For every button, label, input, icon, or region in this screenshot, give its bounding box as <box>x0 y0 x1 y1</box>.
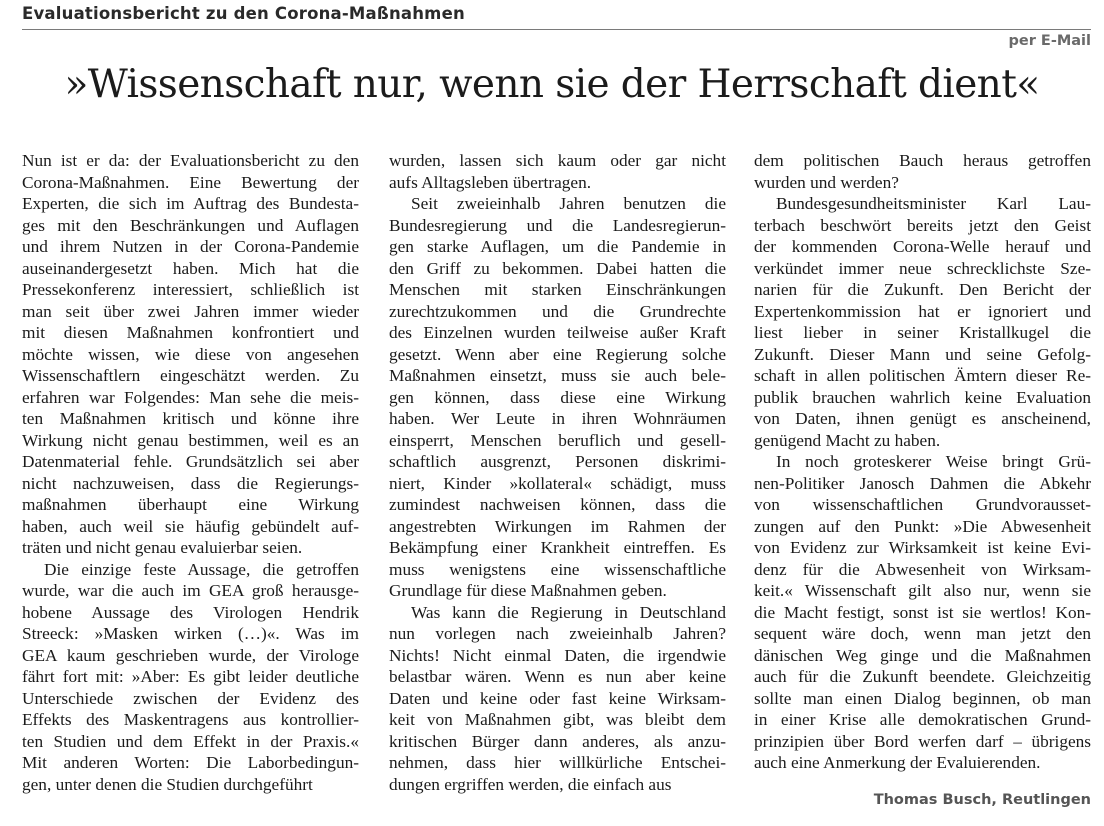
text-line: möchte wissen, wie diese von angesehen <box>22 344 359 364</box>
paragraph <box>389 602 726 796</box>
text-line: dem politischen Bauch heraus getroffen <box>754 151 1091 170</box>
text-line: aufs Alltagsleben übertragen. <box>389 172 592 192</box>
text-line: Wissenschaftlern eingeschätzt werden. Zu <box>22 366 359 385</box>
text-line: publik brauchen wahrlich keine Evaluation <box>754 387 1091 407</box>
text-line: denz für die Abwesenheit von Wirksam- <box>754 559 1091 579</box>
paragraph <box>754 193 1091 451</box>
text-line: fährt fort mit: »Aber: Es gibt leider deutliche <box>22 667 359 686</box>
text-line: sollte man einen Dialog beginnen, ob man <box>754 688 1091 708</box>
text-line: Nun ist er da: der Evaluationsbericht zu den <box>22 151 359 170</box>
text-line: nen-Politiker Janosch Dahmen die Abkehr <box>754 473 1091 493</box>
text-line: muss wenigstens eine wissenschaftliche <box>389 559 726 579</box>
text-line: keit.« Wissenschaft gilt also nur, wenn sie <box>754 581 1091 600</box>
text-line: wurden, lassen sich kaum oder gar nicht <box>389 151 726 170</box>
text-line: ten Maßnahmen kritisch und könne ihre <box>22 409 359 428</box>
text-column-1 <box>22 150 359 795</box>
paragraph <box>754 150 1091 193</box>
text-line: verkündet immer neue schrecklichste Sze- <box>754 258 1091 278</box>
paragraph <box>389 193 726 602</box>
text-line: terbach beschwört bereits jetzt den Geist <box>754 215 1091 235</box>
text-line: schaftlich ausgrenzt, Personen diskrimi- <box>389 452 726 471</box>
text-line: mit diesen Maßnahmen konfrontiert und <box>22 323 359 342</box>
text-line: man seit über zwei Jahren immer wieder <box>22 301 359 321</box>
text-line: Expertenkommission hat er ignoriert und <box>754 301 1091 321</box>
text-line: zumindest nachweisen können, dass die <box>389 495 726 514</box>
text-line: Effekts des Maskentragens aus kontrollier- <box>22 710 359 729</box>
text-line: Pressekonferenz interessiert, schließlich ist <box>22 280 359 299</box>
text-line: von Daten, ihnen genügt es anscheinend, <box>754 409 1091 428</box>
submission-channel: per E-Mail <box>1008 33 1091 49</box>
text-line: zungen auf den Punkt: »Die Abwesenheit <box>754 516 1091 536</box>
text-column-3 <box>754 150 1091 774</box>
paragraph <box>389 150 726 193</box>
text-line: nicht nachzuweisen, dass die Regierungs- <box>22 473 359 493</box>
text-line: erfahren war Folgendes: Man sehe die meis- <box>22 387 359 407</box>
text-line: Seit zweieinhalb Jahren benutzen die <box>411 194 726 213</box>
text-line: Maßnahmen einsetzt, muss sie auch bele- <box>389 366 726 385</box>
text-line: auch eine Anmerkung der Evaluierenden. <box>754 753 1041 772</box>
text-line: Datenmaterial fehle. Grundsätzlich sei aber <box>22 452 359 471</box>
text-line: maßnahmen überhaupt eine Wirkung <box>22 495 359 514</box>
text-line: Menschen mit starken Einschränkungen <box>389 280 726 299</box>
text-line: träten und nicht genau evaluierbar seien. <box>22 538 303 557</box>
text-line: auch für die Zukunft beendete. Gleichzeitig <box>754 667 1091 686</box>
headline: »Wissenschaft nur, wenn sie der Herrschaft dient« <box>64 62 1040 107</box>
text-line: gesetzt. Wenn aber eine Regierung solche <box>389 344 726 364</box>
text-line: haben, auch weil sie häufig gebündelt auf- <box>22 516 359 536</box>
text-line: auseinandergesetzt haben. Mich hat die <box>22 258 359 278</box>
text-line: keit von Maßnahmen gibt, was bleibt dem <box>389 710 726 729</box>
text-line: angestrebten Wirkungen im Rahmen der <box>389 516 726 536</box>
text-line: dungen ergriffen werden, die einfach aus <box>389 774 672 794</box>
paragraph <box>22 559 359 796</box>
text-line: Bundesgesundheitsminister Karl Lau- <box>776 194 1091 213</box>
text-line: die Macht festigt, sonst ist sie wertlos! Kon- <box>754 602 1091 622</box>
text-line: Grundlage für diese Maßnahmen geben. <box>389 581 667 600</box>
text-line: Experten, die sich im Auftrag des Bundesta- <box>22 194 359 213</box>
text-line: und ihrem Nutzen in der Corona-Pandemie <box>22 237 359 256</box>
text-line: Daten und keine oder fast keine Wirksam- <box>389 688 726 708</box>
text-line: ges mit den Beschränkungen und Auflagen <box>22 215 359 235</box>
text-line: der kommenden Corona-Welle herauf und <box>754 237 1091 256</box>
text-line: Mit anderen Worten: Die Laborbedingun- <box>22 753 359 772</box>
text-line: von Evidenz zur Wirksamkeit ist keine Evi- <box>754 538 1091 557</box>
text-line: dänischen Weg ginge und die Maßnahmen <box>754 645 1091 665</box>
text-line: genügend Macht zu haben. <box>754 430 941 450</box>
text-line: haben. Wer Leute in ihren Wohnräumen <box>389 409 726 428</box>
paragraph <box>754 451 1091 774</box>
text-line: Streeck: »Masken wirken (…)«. Was im <box>22 624 359 643</box>
text-line: niert, Kinder »kollateral« schädigt, muss <box>389 473 726 493</box>
text-line: einsperrt, Menschen beruflich und gesell- <box>389 430 726 450</box>
text-line: kritischen Bürger dann anderes, als anzu- <box>389 731 726 751</box>
text-line: Bekämpfung einer Krankheit eintreffen. Es <box>389 538 726 557</box>
text-line: Was kann die Regierung in Deutschland <box>411 602 726 622</box>
text-line: den Griff zu bekommen. Dabei hatten die <box>389 258 726 278</box>
text-line: nehmen, dass hier willkürliche Entschei- <box>389 753 726 772</box>
text-line: in einer Krise alle demokratischen Grund- <box>754 710 1091 729</box>
text-line: von wissenschaftlichen Grundvorausset- <box>754 495 1091 514</box>
letter-signature: Thomas Busch, Reutlingen <box>873 792 1091 808</box>
text-line: schaft in allen politischen Ämtern dieser Re- <box>754 366 1091 385</box>
text-line: gen können, dass diese eine Wirkung <box>389 387 726 407</box>
text-line: gen, unter denen die Studien durchgeführt <box>22 774 313 794</box>
text-line: wurde, war die auch im GEA groß herausge- <box>22 581 359 600</box>
text-line: des Einzelnen wurden teilweise außer Kraft <box>389 323 726 342</box>
paragraph <box>22 150 359 559</box>
text-line: Zukunft. Dieser Mann und seine Gefolg- <box>754 344 1091 364</box>
kicker-rule <box>22 29 1091 30</box>
text-line: Die einzige feste Aussage, die getroffen <box>44 559 359 579</box>
text-line: Corona-Maßnahmen. Eine Bewertung der <box>22 172 359 192</box>
text-line: narien für die Zukunft. Den Bericht der <box>754 280 1091 299</box>
text-line: belastbar wären. Wenn es nun aber keine <box>389 667 726 686</box>
text-line: GEA kaum geschrieben wurde, der Virologe <box>22 645 359 665</box>
text-line: In noch groteskerer Weise bringt Grü- <box>776 452 1091 471</box>
section-kicker: Evaluationsbericht zu den Corona-Maßnahmen <box>22 4 465 23</box>
text-line: ten Studien und dem Effekt in der Praxis.« <box>22 731 359 751</box>
text-line: hobene Aussage des Virologen Hendrik <box>22 602 359 622</box>
text-line: liest lieber in seiner Kristallkugel die <box>754 323 1091 342</box>
text-line: nun vorlegen nach zweieinhalb Jahren? <box>389 624 726 643</box>
text-line: Bundesregierung und die Landesregierun- <box>389 215 726 235</box>
text-line: sequent wäre doch, wenn man jetzt den <box>754 624 1091 643</box>
text-line: wurden und werden? <box>754 172 899 192</box>
text-column-2 <box>389 150 726 795</box>
text-line: Nichts! Nicht einmal Daten, die irgendwie <box>389 645 726 665</box>
text-line: zurechtzukommen und die Grundrechte <box>389 301 726 321</box>
text-line: Wirkung nicht genau bestimmen, weil es an <box>22 430 359 450</box>
text-line: prinzipien über Bord werfen darf – übrigens <box>754 731 1091 751</box>
text-line: Unterschiede zwischen der Evidenz des <box>22 688 359 708</box>
text-line: gen starke Auflagen, um die Pandemie in <box>389 237 726 256</box>
